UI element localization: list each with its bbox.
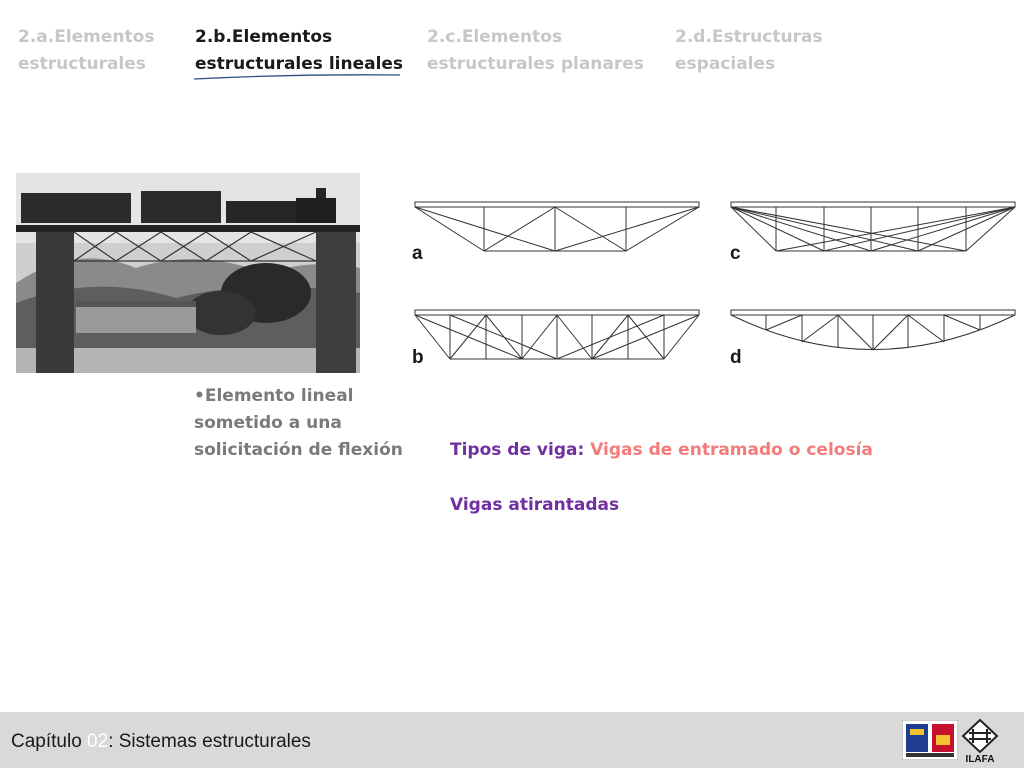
truss-label-d: d: [730, 347, 742, 368]
chapter-number: 02: [87, 731, 109, 752]
truss-diagram-a: [412, 196, 702, 260]
ilafa-logo-text: ILAFA: [965, 754, 995, 764]
chapter-suffix: : Sistemas estructurales: [108, 731, 311, 752]
beam-types-line2: Vigas atirantadas: [450, 495, 620, 515]
truss-label-b: b: [412, 347, 424, 368]
ilafa-logo: [960, 718, 1000, 764]
chapter-prefix: Capítulo: [11, 731, 88, 752]
footer-bar: [0, 712, 1024, 768]
beam-types-line: [450, 440, 873, 460]
truss-diagram-c: [728, 196, 1018, 260]
university-shield-logo: [902, 720, 958, 760]
truss-diagram-d: [728, 304, 1018, 368]
bridge-photo: [16, 173, 360, 373]
truss-label-c: c: [730, 243, 741, 264]
active-tab-underline: [192, 72, 402, 82]
truss-label-a: a: [412, 243, 423, 264]
beam-types-label: Tipos de viga:: [450, 440, 585, 460]
tab-elementos-lineales[interactable]: 2.b.Elementos estructurales lineales: [195, 27, 404, 74]
beam-types-value: Vigas de entramado o celosía: [590, 440, 873, 460]
tab-estructuras-espaciales[interactable]: 2.d.Estructuras espaciales: [675, 27, 823, 74]
truss-diagram-b: [412, 304, 702, 368]
tab-elementos-planares[interactable]: 2.c.Elementos estructurales planares: [427, 27, 644, 74]
photo-caption: •Elemento lineal sometido a una solicitación de flexión: [194, 386, 403, 460]
chapter-title: [11, 731, 311, 753]
tab-elementos-estructurales[interactable]: 2.a.Elementos estructurales: [18, 27, 155, 74]
